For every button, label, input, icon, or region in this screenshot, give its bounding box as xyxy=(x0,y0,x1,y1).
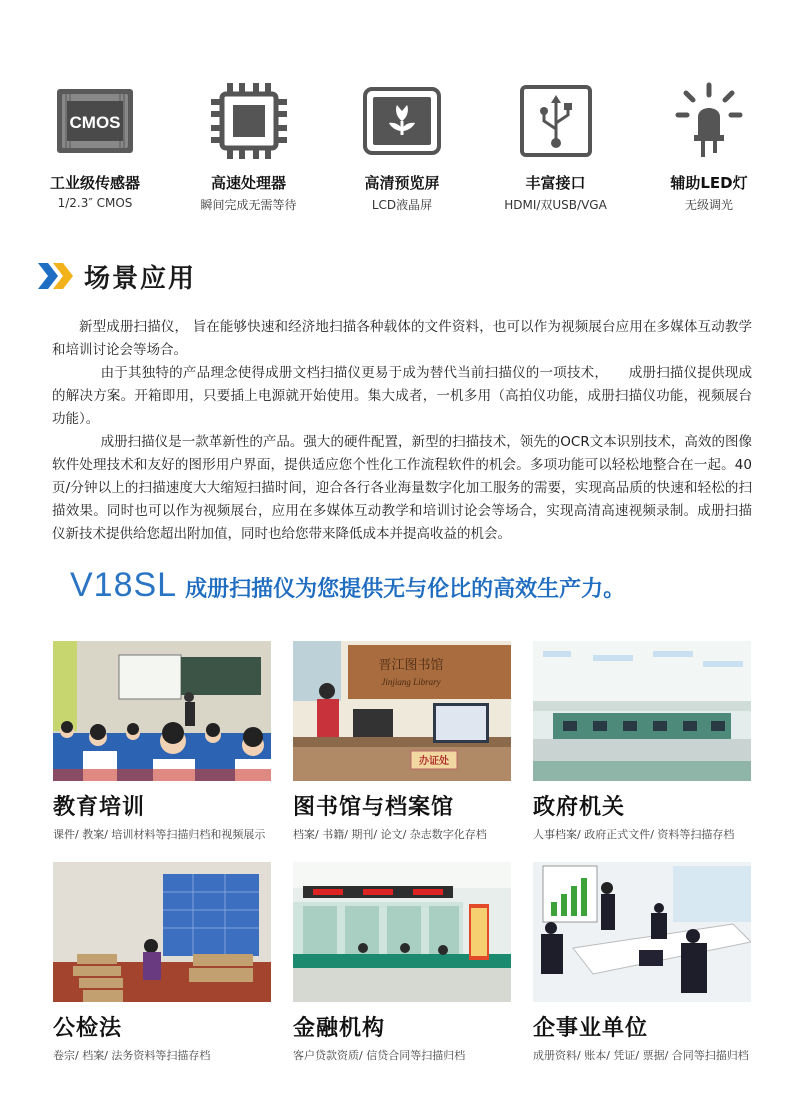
bank-counter-photo xyxy=(293,862,511,1002)
scene-title: 教育培训 xyxy=(53,795,146,820)
product-headline xyxy=(70,566,625,605)
feature-processor xyxy=(174,78,324,218)
scene-subtitle: 客户贷款资质/ 信贷合同等扫描归档 xyxy=(293,1049,466,1062)
scene-card-government xyxy=(533,641,751,842)
led-bulb-icon xyxy=(634,78,784,164)
feature-screen xyxy=(327,78,477,218)
feature-subtitle: LCD液晶屏 xyxy=(371,198,433,212)
library-photo xyxy=(293,641,511,781)
meeting-room-photo xyxy=(533,862,751,1002)
slogan: 成册扫描仪为您提供无与伦比的高效生产力。 xyxy=(185,577,626,602)
feature-title: 高速处理器 xyxy=(210,174,286,192)
scene-subtitle: 课件/ 教案/ 培训材料等扫描归档和视频展示 xyxy=(53,828,266,841)
office-sign: 办证处 xyxy=(419,756,449,767)
scene-card-judicial xyxy=(53,862,271,1063)
paragraph: 成册扫描仪是一款革新性的产品。强大的硬件配置，新型的扫描技术，领先的OCR文本识别技术，高效的图像软件处理技术和友好的图形用户界面，提供适应您个性化工作流程软件的机会。多项功能可以轻松地整合在一起。40页/分钟以上的扫描速度大大缩短扫描时间，迎合各行各业海量数字化加工服务的需要，实现高品质的快速和轻松的扫描效果。同时也可以作为视频展台，应用在多媒体互动教学和培训讨论会等场合，实现高清高速视频录制。成册扫描仪新技术提供给您超出附加值，同时也给您带来降低成本并提高收益的机会。 xyxy=(52,434,752,542)
feature-title: 丰富接口 xyxy=(525,174,586,192)
usb-icon xyxy=(481,78,631,164)
feature-ports xyxy=(481,78,631,218)
feature-sensor xyxy=(20,78,170,218)
scene-title: 政府机关 xyxy=(533,795,626,820)
paragraph: 由于其独特的产品理念使得成册文档扫描仪更易于成为替代当前扫描仪的一项技术， 成册扫描仪提供现成的解决方案。开箱即用，只要插上电源就开始使用。集大成者，一机多用（高拍仪功能，成册扫描仪功能，视频展台功能）。 xyxy=(52,365,752,427)
scene-subtitle: 档案/ 书籍/ 期刊/ 论文/ 杂志数字化存档 xyxy=(293,828,487,841)
intro-text xyxy=(52,316,752,546)
feature-subtitle: 瞬间完成无需等待 xyxy=(200,198,297,212)
feature-title: 高清预览屏 xyxy=(364,174,440,192)
scene-card-education xyxy=(53,641,271,842)
library-sign-en: Jinjiang Library xyxy=(381,677,441,687)
scene-subtitle: 人事档案/ 政府正式文件/ 资料等扫描存档 xyxy=(533,828,735,841)
classroom-photo xyxy=(53,641,271,781)
cmos-chip-icon xyxy=(20,78,170,164)
scene-title: 企事业单位 xyxy=(533,1016,649,1041)
feature-led xyxy=(634,78,784,218)
feature-title: 工业级传感器 xyxy=(49,174,140,192)
scene-title: 图书馆与档案馆 xyxy=(293,795,455,820)
feature-title: 辅助LED灯 xyxy=(670,174,748,192)
processor-chip-icon xyxy=(174,78,324,164)
section-title: 场景应用 xyxy=(84,263,197,294)
scene-card-library xyxy=(293,641,511,842)
feature-subtitle: 无级调光 xyxy=(684,198,733,212)
scene-title: 公检法 xyxy=(53,1016,123,1041)
scene-title: 金融机构 xyxy=(293,1016,386,1041)
library-sign: 晋江图书馆 xyxy=(378,658,444,673)
archive-room-photo xyxy=(53,862,271,1002)
feature-subtitle: HDMI/双USB/VGA xyxy=(504,198,607,212)
feature-subtitle: 1/2.3″ CMOS xyxy=(57,196,133,210)
scene-card-finance xyxy=(293,862,511,1063)
government-hall-photo xyxy=(533,641,751,781)
paragraph: 新型成册扫描仪， 旨在能够快速和经济地扫描各种载体的文件资料，也可以作为视频展台应用在多媒体互动教学和培训讨论会等场合。 xyxy=(52,319,752,358)
feature-row xyxy=(20,78,784,218)
cmos-chip-label: CMOS xyxy=(69,113,121,132)
scene-subtitle: 卷宗/ 档案/ 法务资料等扫描存档 xyxy=(53,1049,211,1062)
double-chevron-icon xyxy=(36,261,76,291)
model-name: V18SL xyxy=(70,566,178,604)
section-header xyxy=(36,256,196,296)
tablet-screen-icon xyxy=(327,78,477,164)
scene-subtitle: 成册资料/ 账本/ 凭证/ 票据/ 合同等扫描归档 xyxy=(533,1049,749,1062)
scene-card-enterprise xyxy=(533,862,751,1063)
